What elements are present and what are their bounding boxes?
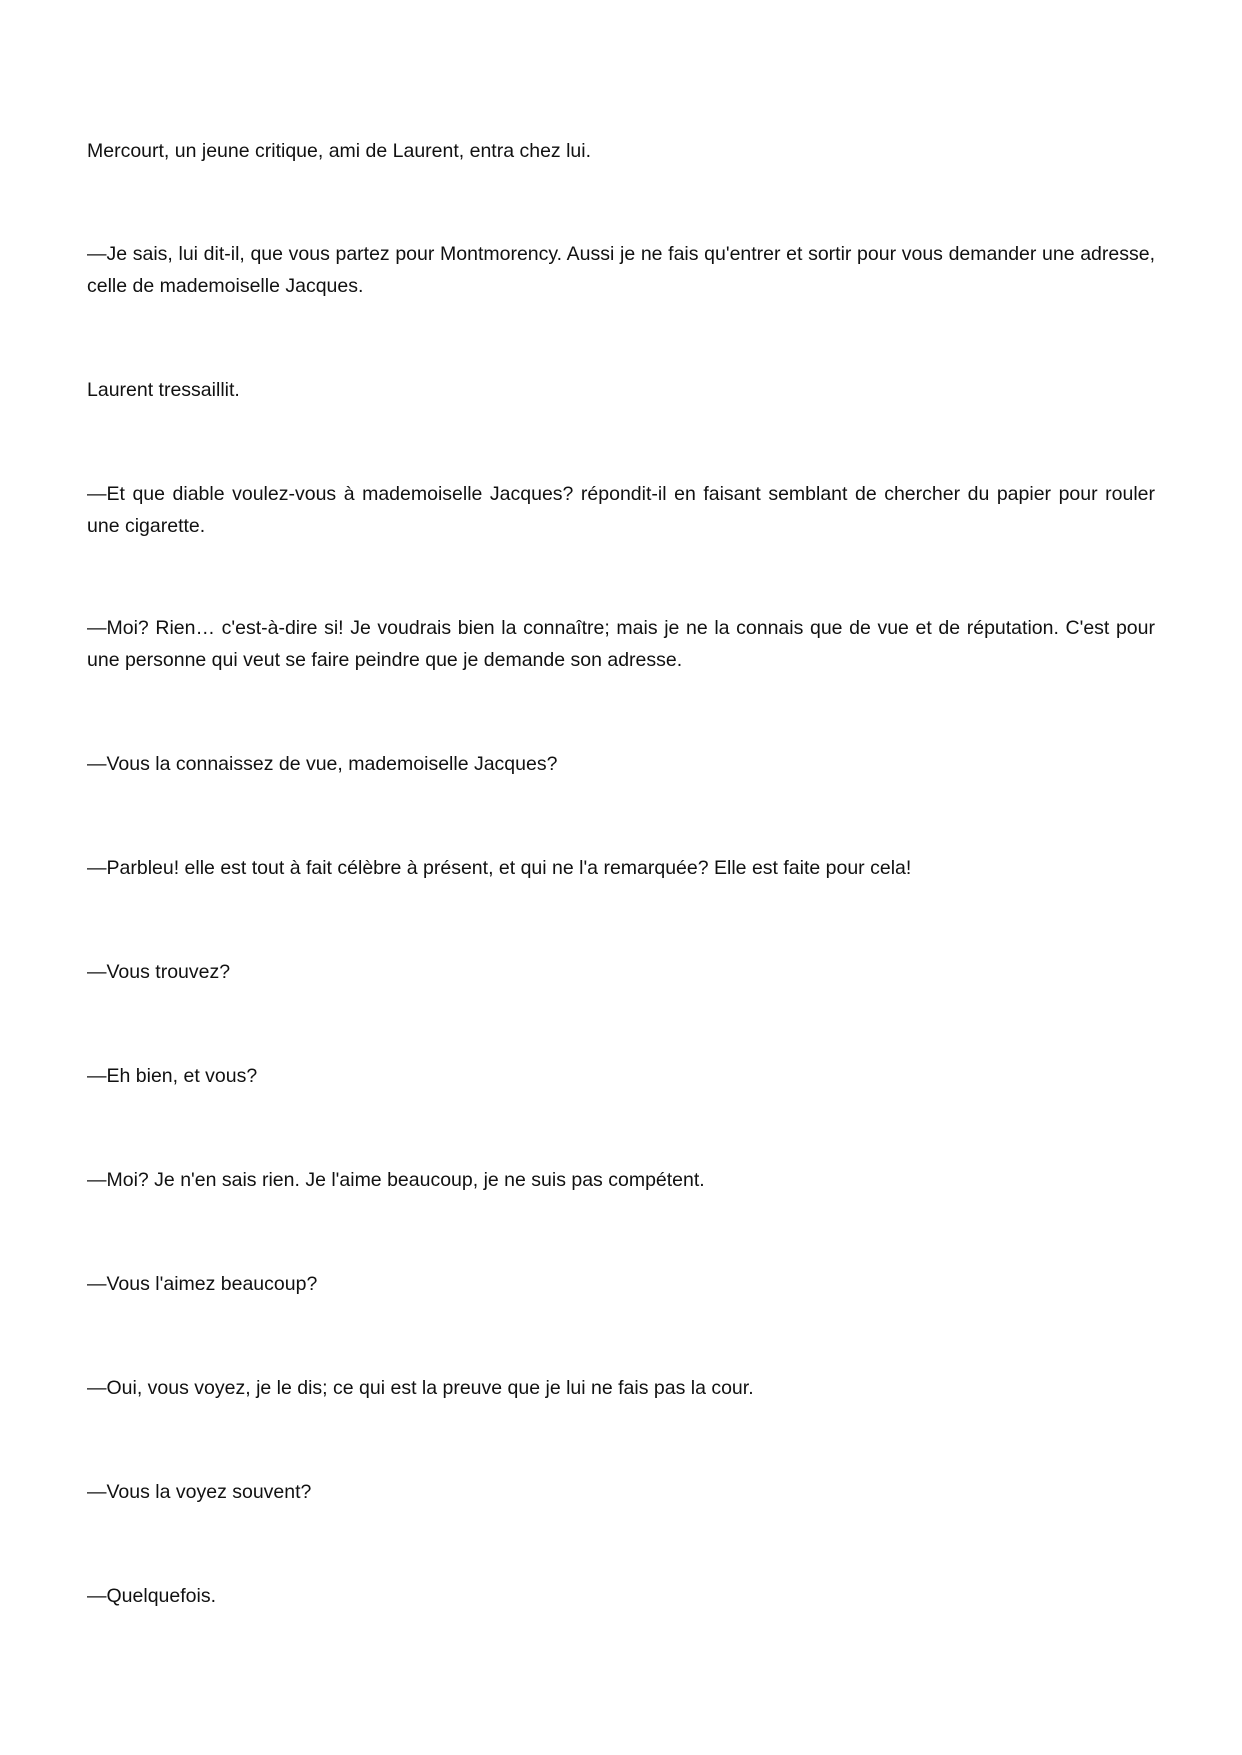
paragraph-8: —Vous trouvez?	[87, 961, 231, 983]
paragraph-12: —Oui, vous voyez, je le dis; ce qui est la preuve que je lui ne fais pas la cour.	[87, 1377, 754, 1399]
paragraph-13: —Vous la voyez souvent?	[87, 1481, 312, 1503]
paragraph-6: —Vous la connaissez de vue, mademoiselle Jacques?	[87, 753, 558, 775]
paragraph-10: —Moi? Je n'en sais rien. Je l'aime beaucoup, je ne suis pas compétent.	[87, 1169, 705, 1191]
paragraph-1: Mercourt, un jeune critique, ami de Laurent, entra chez lui.	[87, 140, 592, 162]
paragraph-3: Laurent tressaillit.	[87, 379, 240, 401]
paragraph-2: —Je sais, lui dit-il, que vous partez pour Montmorency. Aussi je ne fais qu'entrer et sortir pour vous demander une adresse, celle de mademoiselle Jacques.	[87, 243, 1155, 297]
paragraph-9: —Eh bien, et vous?	[87, 1065, 258, 1087]
paragraph-11: —Vous l'aimez beaucoup?	[87, 1273, 318, 1295]
paragraph-7: —Parbleu! elle est tout à fait célèbre à présent, et qui ne l'a remarquée? Elle est faite pour cela!	[87, 857, 912, 879]
paragraph-5: —Moi? Rien… c'est-à-dire si! Je voudrais bien la connaître; mais je ne la connais que de vue et de réputation. C'est pour une personne qui veut se faire peindre que je demande son adresse.	[87, 617, 1155, 671]
paragraph-14: —Quelquefois.	[87, 1585, 216, 1607]
paragraph-4: —Et que diable voulez-vous à mademoiselle Jacques? répondit-il en faisant semblant de chercher du papier pour rouler une cigarette.	[87, 483, 1155, 537]
